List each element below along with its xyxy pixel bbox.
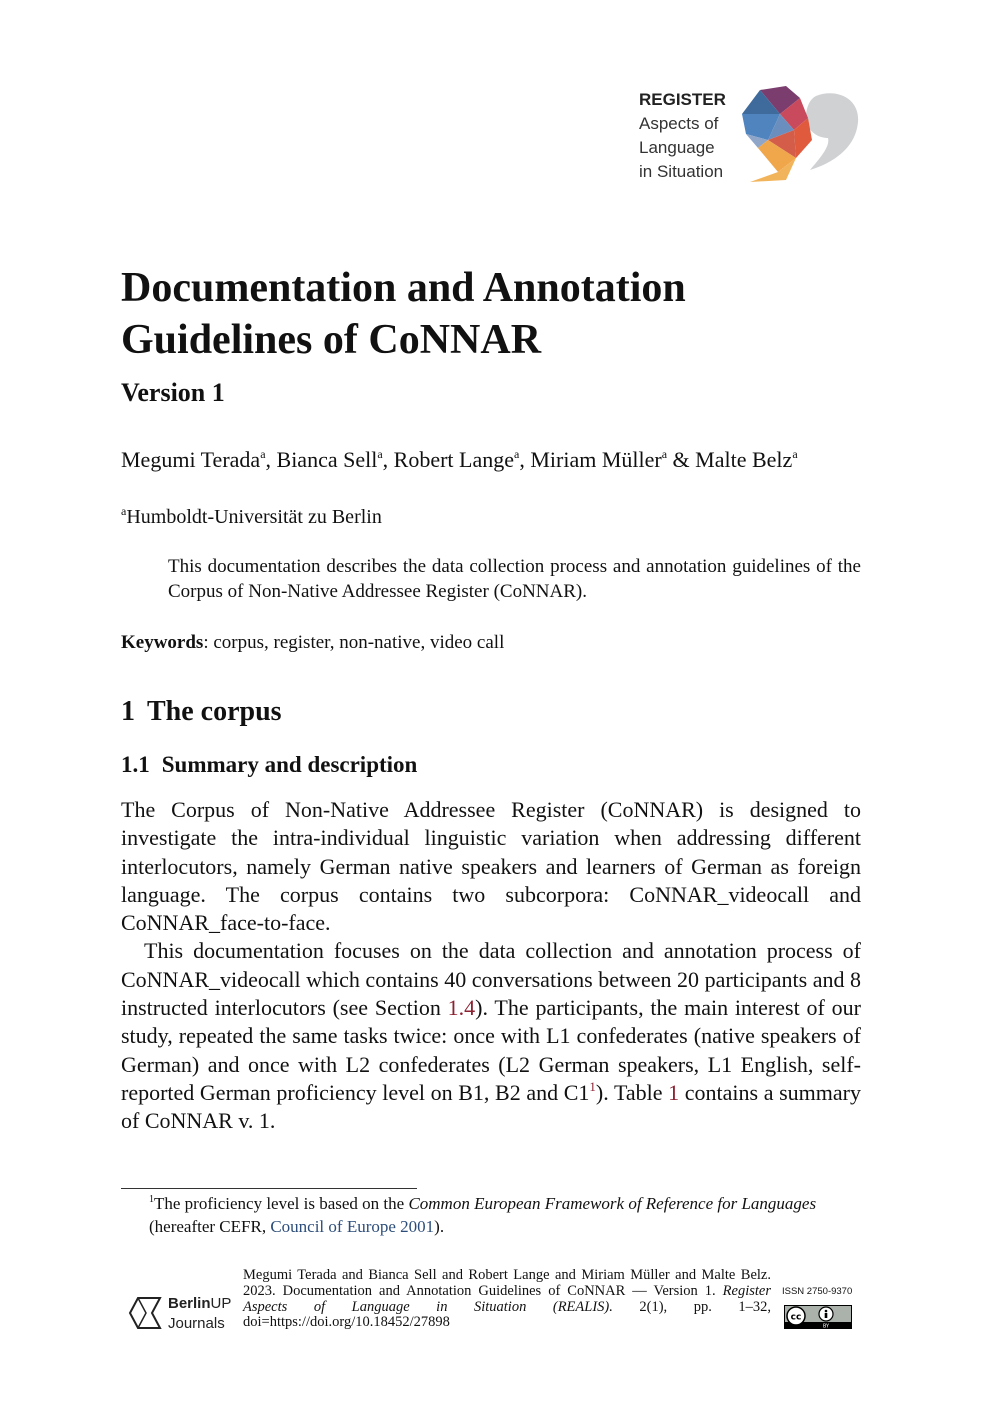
subsection-title: Summary and description [161,752,418,777]
publisher-rest: UP [210,1295,232,1312]
para2-text: ). Table [595,1079,669,1105]
citation-text: Megumi Terada and Bianca Sell and Robert Lange and Miriam Müller and Malte Belz. 2023. Documentation and Annotation Guidelines of CoNNAR — Version 1. [243,1267,771,1299]
footnote-italic: Common European Framework of Reference for Languages [408,1194,817,1213]
section-title: The corpus [147,696,282,727]
author-name: Miriam Müller [530,447,662,472]
section-number: 1 [121,696,135,727]
logo-register: REGISTER [639,90,726,109]
logo-line-situation: in Situation [639,162,724,181]
berlinup-logo-icon [126,1294,164,1332]
subsection-heading [121,752,417,778]
section-heading [121,696,282,728]
paper-title: Documentation and Annotation Guidelines of CoNNAR [121,265,686,363]
paragraph-1: The Corpus of Non-Native Addressee Register (CoNNAR) is designed to investigate the intra-individual linguistic variation when addressing different interlocutors, namely German native speakers and learners of German as foreign language. The corpus contains two subcorpora: CoNNAR_videocall and CoNNAR_face-to-face. [121,797,861,936]
author-separator: & [667,447,696,472]
footnote-text: ). [434,1217,445,1236]
affiliation-mark: a [377,447,383,461]
citation-link[interactable]: Council of Europe 2001 [270,1217,435,1236]
keywords-list: : corpus, register, non-native, video call [203,632,505,653]
body-text [121,796,861,1136]
svg-text:BY: BY [822,1323,830,1329]
citation-journal: Register Aspects of Language in Situation (REALIS). [243,1282,771,1315]
publisher-bold: Berlin [168,1295,211,1312]
publisher-name [168,1294,231,1334]
publisher-journals: Journals [168,1315,225,1332]
logo-line-aspects: Aspects of [639,114,719,133]
footnote [149,1192,861,1238]
cc-by-license-icon[interactable] [784,1305,852,1329]
affiliation-mark: a [121,504,127,518]
para2-text: ). The participants, the main interest of our study, repeated the same tasks twice: once with L1 confederates (native speakers of German) and once with L2 confederates (L2 German speakers, L1 English, self-reported German proficiency level on B1, B2 and C1 [121,995,861,1105]
footnote-rule [121,1188,417,1189]
keywords-label: Keywords [121,632,204,653]
keywords [121,632,504,654]
author-list [121,446,861,473]
abstract: This documentation describes the data collection process and annotation guidelines of the Corpus of Non-Native Addressee Register (CoNNAR). [168,556,861,602]
footnote-text: The proficiency level is based on the [154,1194,409,1213]
logo-line-language: Language [639,138,715,157]
para2-text: contains a summary of CoNNAR v. 1. [121,1079,861,1134]
affiliation-mark: a [514,447,520,461]
para2-text: This documentation focuses on the data collection and annotation process of CoNNAR_videocall which contains 40 conversations between 20 participants and 8 instructed interlocutors (see Section [121,938,861,1021]
footnote-mark: 1 [149,1194,154,1205]
affiliation [121,506,382,529]
affiliation-mark: a [260,447,266,461]
table-ref-link[interactable]: 1 [668,1079,680,1105]
footnote-ref-link[interactable]: 1 [589,1078,596,1094]
paper-subtitle: Version 1 [121,378,225,407]
section-ref-link[interactable]: 1.4 [447,995,476,1021]
paragraph-2 [121,937,861,1135]
citation-doi[interactable]: 2(1), pp. 1–32, doi=https://doi.org/10.18452/27898 [243,1298,771,1331]
subsection-number: 1.1 [121,752,150,777]
affiliation-name: Humboldt-Universität zu Berlin [126,506,382,528]
author-separator: , [382,447,394,472]
affiliation-mark: a [792,447,798,461]
quote-mark-logo-icon [738,84,862,184]
svg-text:cc: cc [790,1312,802,1323]
footnote-text: (hereafter CEFR, [149,1217,271,1236]
citation-block [243,1268,771,1331]
author-separator: , [519,447,531,472]
issn: ISSN 2750-9370 [782,1286,853,1297]
author-name: Bianca Sell [276,447,378,472]
author-separator: , [265,447,277,472]
author-name: Robert Lange [393,447,515,472]
author-name: Malte Belz [695,447,793,472]
journal-logo-text [639,88,726,184]
author-name: Megumi Terada [121,447,261,472]
affiliation-mark: a [661,447,668,461]
